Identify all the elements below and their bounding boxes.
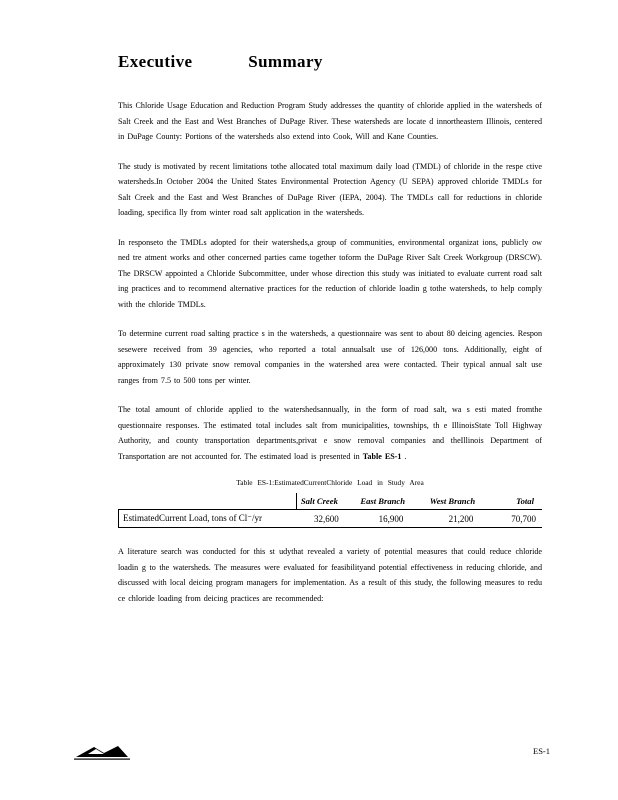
table-cell-salt-creek: 32,600: [296, 510, 356, 528]
page-number: ES-1: [533, 746, 550, 756]
paragraph-3: In responseto the TMDLs adopted for their watersheds,a group of communities, environmental organizat ions, publicly ow ned tre atment works and other concerned parties came together toform the DuPage River Salt Creek Workgroup (DRSCW). The DRSCW appointed a Chloride Subcommittee, under whose direction this study was initiated to evaluate current road salt ing practices and to recommend alternative practices for the reduction of chloride loadin g tothe watersheds, to help comply with the chloride TMDLs.: [118, 237, 542, 309]
table-row-label: EstimatedCurrent Load, tons of Cl⁻/yr: [119, 510, 297, 528]
paragraph-5-text: The total amount of chloride applied to the watershedsannually, in the form of road salt, wa s esti mated fromthe questionnaire responses. The estimated total includes salt from municipalities, townships, th e IllinoisState Toll Highway Authority, and county transportation departments,privat e snow removal companies and theIllinois Department of Transportation are not accounted for. The estimated load is presented in: [118, 405, 542, 461]
paragraph-1: This Chloride Usage Education and Reduction Program Study addresses the quantity of chloride applied in the watersheds of Salt Creek and the East and West Branches of DuPage River. These watersheds are locate d innortheastern Illinois, centered in DuPage County: Portions of the watersheds also extend into Cook, Will and Kane Counties.: [118, 101, 542, 141]
paragraph-6: A literature search was conducted for this st udythat revealed a variety of potential measures that could reduce chloride loadin g to the watersheds. The measures were evaluated for feasibilityand potential effectiveness in reducing chloride, and discussed with local deicing program managers for implementation. As a result of this study, the following measures to redu ce chloride loading from deicing practices are recommended:: [118, 547, 542, 603]
table-header-salt-creek: Salt Creek: [296, 493, 356, 510]
table-header-east-branch: East Branch: [356, 493, 425, 510]
table-cell-total: 70,700: [496, 510, 542, 528]
table-header-total: Total: [496, 493, 542, 510]
table-cell-west-branch: 21,200: [426, 510, 496, 528]
footer-logo-icon: [74, 744, 130, 762]
page-content: [118, 52, 542, 618]
paragraph-5-tail: .: [401, 451, 407, 461]
table-reference: Table ES-1: [362, 451, 402, 461]
paragraph-2: The study is motivated by recent limitations tothe allocated total maximum daily load (TMDL) of chloride in the respe ctive watersheds.In October 2004 the United States Environmental Protection Agency (U SEPA) approved chloride TMDLs for Salt Creek and the East and West Branches of DuPage River (IEPA, 2004). The TMDLs call for reductions in chloride loading, specifica lly from winter road salt application in the watersheds.: [118, 161, 542, 217]
page-title: Executive Summary: [118, 52, 323, 71]
chloride-load-table: [118, 493, 542, 528]
paragraph-5: [118, 402, 542, 464]
table-header-blank: [119, 493, 297, 510]
table-header-row: [119, 493, 543, 510]
table-cell-east-branch: 16,900: [356, 510, 425, 528]
table-caption: Table ES-1:EstimatedCurrentChloride Load in Study Area: [236, 478, 424, 487]
table-header-west-branch: West Branch: [426, 493, 496, 510]
paragraph-4: To determine current road salting practice s in the watersheds, a questionnaire was sent to about 80 deicing agencies. Respon sesewere received from 39 agencies, who reported a total annualsalt use of 126,000 tons. Additionally, eight of approximately 130 private snow removal companies in the watershed area were contacted. Their typical annual salt use ranges from 7.5 to 500 tons per winter.: [118, 329, 542, 385]
table-row: [119, 510, 543, 528]
